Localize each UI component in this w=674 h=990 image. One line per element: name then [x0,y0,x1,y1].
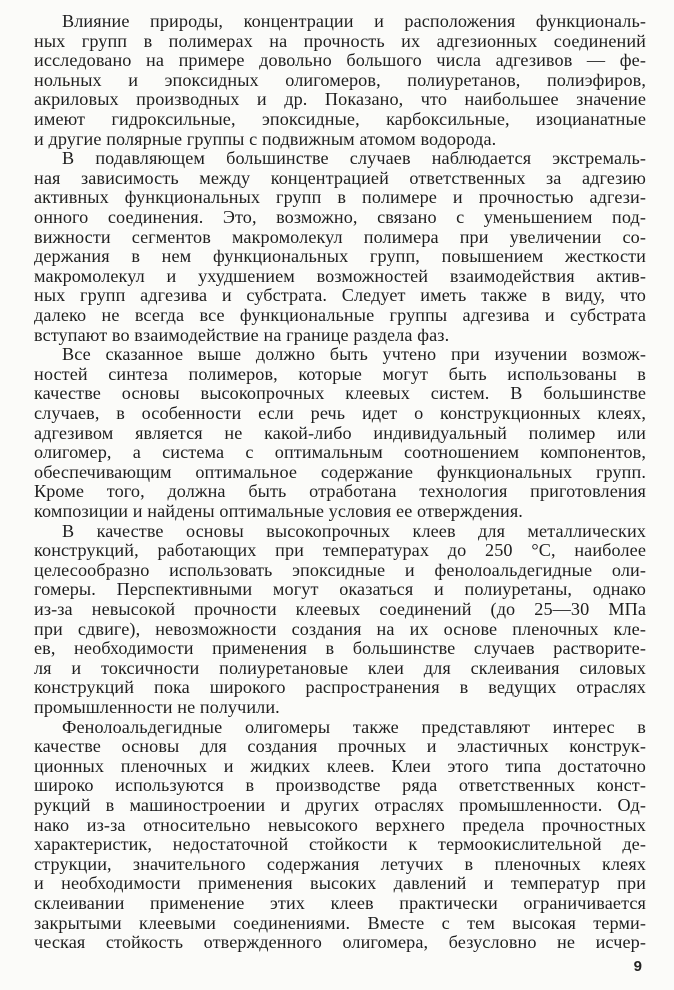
text-line: активных функциональных групп в полимере и прочностью адгези- [34,188,646,208]
text-line: композиции и найдены оптимальные условия ее отверждения. [34,502,523,521]
text-line: ционных пленочных и жидких клеев. Клеи этого типа достаточно [34,756,646,776]
text-line: ных групп в полимерах на прочность их адгезионных соединений [34,31,646,51]
text-line: обеспечивающим оптимальное содержание функциональных групп. [34,462,646,482]
text-line: ев, необходимости применения в большинстве случаев растворите- [34,639,646,659]
text-line: струкции, значительного содержания летучих в пленочных клеях [34,854,646,874]
text-line: Кроме того, должна быть отработана технология приготовления [34,482,646,502]
text-line: из-за невысокой прочности клеевых соединений (до 25—30 МПа [34,600,646,619]
text-line: характеристик, недостаточной стойкости к термоокислительной де- [34,835,646,855]
text-line: ных групп адгезива и субстрата. Следует иметь также в виду, что [34,286,646,306]
text-line: качестве основы высокопрочных клеевых систем. В большинстве [34,384,646,404]
text-line: целесообразно использовать эпоксидные и фенолоальдегидные оли- [34,560,646,580]
text-line: олигомер, а система с оптимальным соотношением компонентов, [34,443,646,463]
text-line: держания в нем функциональных групп, повышением жесткости [34,247,646,267]
text-line: ческая стойкость отвержденного олигомера, безусловно не исчер- [34,933,646,953]
text-line: ностей синтеза полимеров, которые могут быть использованы в [34,364,646,384]
text-line: вступают во взаимодействие на границе раздела фаз. [34,325,450,345]
text-line: и другие полярные группы с подвижным атомом водорода. [34,129,497,149]
text-line: качестве основы для создания прочных и эластичных конструк- [34,737,646,757]
text-line: закрытыми клеевыми соединениями. Вместе с тем высокая терми- [34,913,646,933]
text-line: вижности сегментов макромолекул полимера при увеличении со- [34,227,646,247]
text-line: случаев, в особенности если речь идет о конструкционных клеях, [34,404,646,423]
text-line: конструкций, работающих при температурах до 250 °С, наиболее [34,541,646,561]
text-line: макромолекул и ухудшением возможностей взаимодействия актив- [34,266,646,286]
text-line: исследовано на примере довольно большого числа адгезивов — фе- [34,51,646,71]
text-line: далеко не всегда все функциональные группы адгезива и субстрата [34,306,646,325]
text-line: склеивании применение этих клеев практически ограничивается [34,894,646,913]
text-line: имеют гидроксильные, эпоксидные, карбоксильные, изоцианатные [34,110,646,129]
text-line: при сдвиге), невозможности создания на их основе пленочных кле- [34,619,646,639]
text-line: рукций в машиностроении и других отраслях промышленности. Од- [34,796,646,815]
text-line: Все сказанное выше должно быть учтено при изучении возмож- [62,345,646,365]
text-line: Фенолоальдегидные олигомеры также представляют интерес в [62,717,646,737]
text-line: В качестве основы высокопрочных клеев для металлических [62,521,646,541]
text-line: и необходимости применения высоких давлений и температур при [34,874,646,894]
text-line: промышленности не получили. [34,698,280,717]
text-line: онного соединения. Это, возможно, связано с уменьшением под- [34,208,646,227]
text-line: гомеры. Перспективными могут оказаться и полиуретаны, однако [34,580,646,600]
text-line: адгезивом является не какой-либо индивидуальный полимер или [34,423,646,443]
text-line: нольных и эпоксидных олигомеров, полиуретанов, полиэфиров, [34,70,646,90]
text-line: нако из-за относительно невысокого верхнего предела прочностных [34,815,646,835]
text-line: В подавляющем большинстве случаев наблюдается экстремаль- [62,149,646,169]
text-line: ля и токсичности полиуретановые клеи для склеивания силовых [34,658,646,678]
text-line: ная зависимость между концентрацией ответственных за адгезию [34,168,646,188]
text-line: широко используются в производстве ряда ответственных конст- [34,776,646,796]
page-number: 9 [633,958,642,975]
text-line: конструкций пока широкого распространения в ведущих отраслях [34,678,646,698]
text-line: Влияние природы, концентрации и расположения функциональ- [62,12,646,31]
text-line: акриловых производных и др. Показано, что наибольшее значение [34,90,646,110]
